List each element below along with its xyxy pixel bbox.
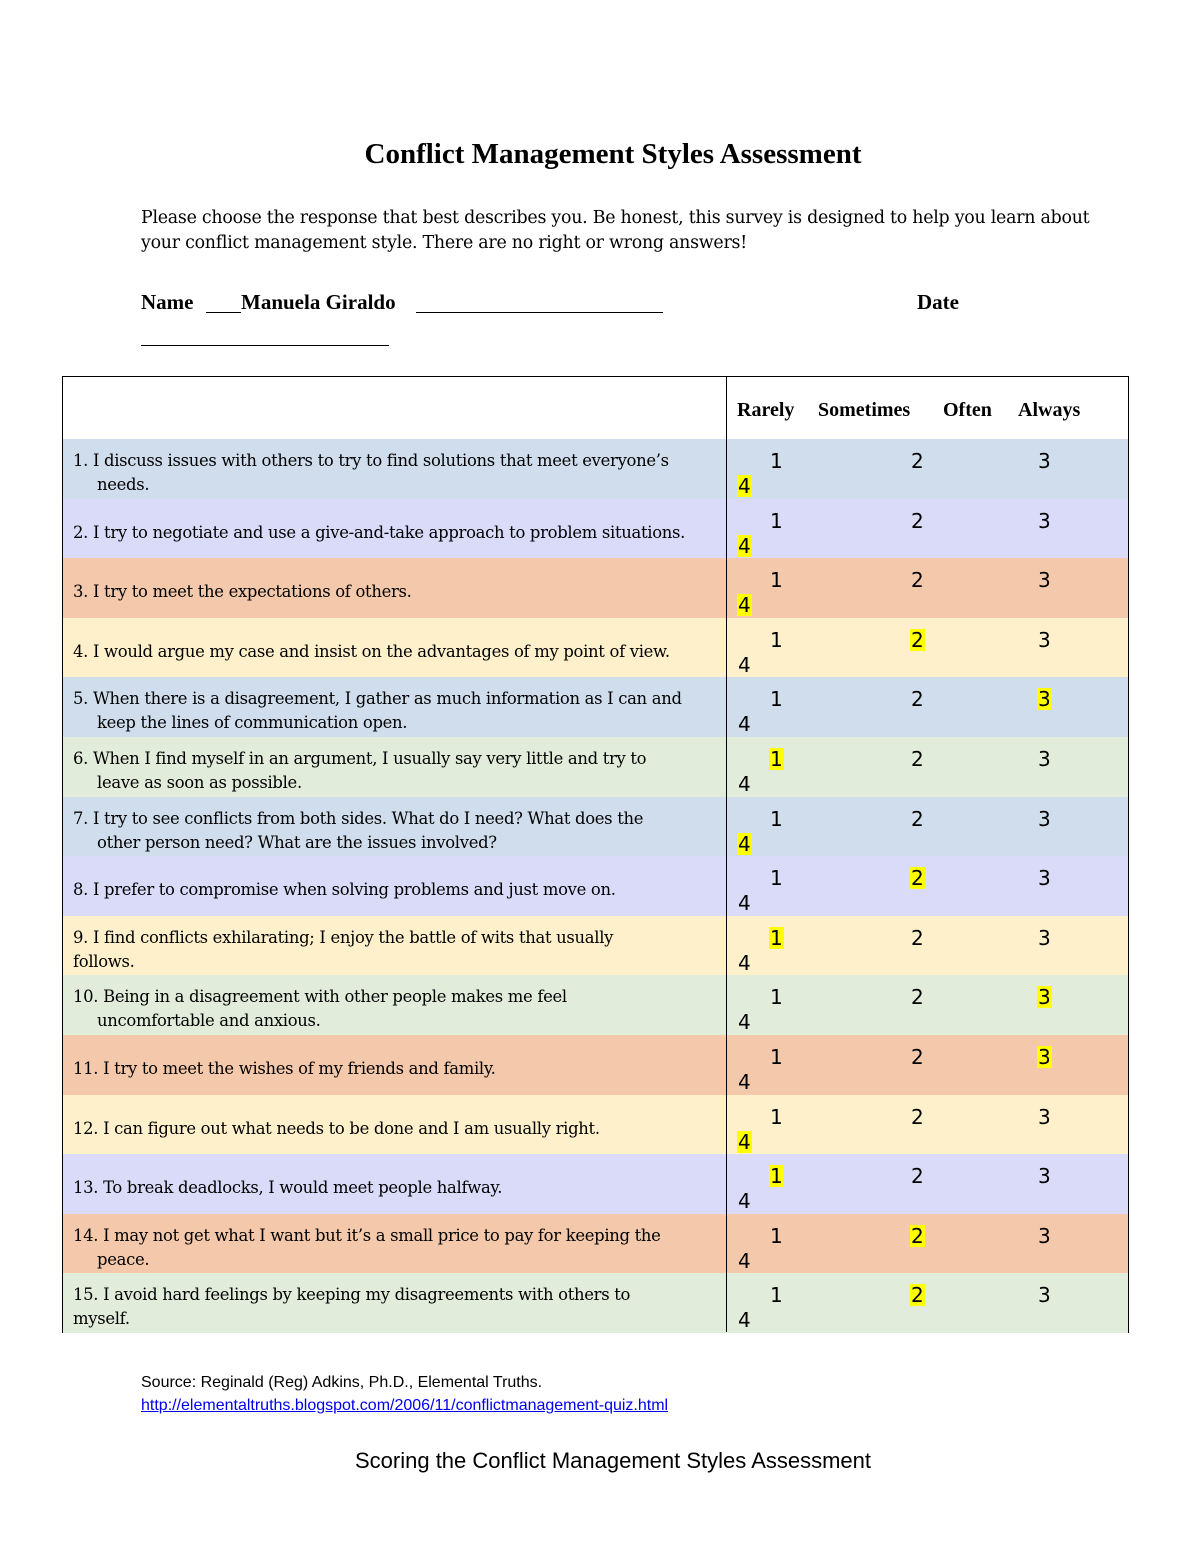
- table-row: [63, 677, 1128, 737]
- rating-option-3[interactable]: 3: [1038, 1283, 1051, 1308]
- rating-option-1[interactable]: 1: [770, 1223, 783, 1248]
- statement-line: 3. I try to meet the expectations of others.: [73, 582, 412, 602]
- rating-option-1[interactable]: 1: [770, 747, 783, 771]
- rating-option-1[interactable]: 1: [770, 687, 783, 712]
- table-row: [63, 499, 1128, 559]
- rating-option-1[interactable]: 1: [770, 985, 783, 1010]
- rating-option-1[interactable]: 1: [770, 806, 783, 831]
- statement-line: 13. To break deadlocks, I would meet people halfway.: [73, 1178, 503, 1198]
- survey-table: [62, 376, 1129, 1333]
- statement-text: [73, 985, 723, 1033]
- table-row: [63, 439, 1128, 499]
- table-row: [63, 975, 1128, 1035]
- date-label: Date: [917, 290, 959, 314]
- rating-option-2[interactable]: 2: [911, 806, 924, 831]
- instructions-text: Please choose the response that best describes you. Be honest, this survey is designed to help you learn about your conflict management style. There are no right or wrong answers!: [141, 208, 1090, 253]
- rating-option-3[interactable]: 3: [1038, 627, 1051, 652]
- source-citation: [141, 1371, 668, 1417]
- rating-option-1[interactable]: 1: [770, 1164, 783, 1189]
- statement-line-continued: peace.: [97, 1249, 150, 1269]
- table-row: [63, 1095, 1128, 1155]
- statement-text: [73, 521, 723, 545]
- table-row: [63, 916, 1128, 976]
- column-header-rarely: Rarely: [737, 399, 795, 421]
- statement-line: 1. I discuss issues with others to try to find solutions that meet everyone’s: [73, 451, 669, 470]
- rating-option-4[interactable]: 4: [738, 1189, 751, 1214]
- rating-option-4[interactable]: 4: [738, 1129, 751, 1154]
- table-row: [63, 797, 1128, 857]
- rating-option-4[interactable]: 4: [738, 1248, 751, 1273]
- rating-option-4[interactable]: 4: [738, 1308, 751, 1333]
- rating-option-4[interactable]: 4: [738, 772, 751, 796]
- rating-option-2[interactable]: 2: [911, 568, 924, 593]
- statement-text: [73, 747, 723, 795]
- rating-option-2[interactable]: 2: [911, 1104, 924, 1129]
- statement-text: [73, 687, 723, 735]
- statement-text: [73, 807, 723, 855]
- statement-line: 7. I try to see conflicts from both sides. What do I need? What does the: [73, 808, 644, 828]
- table-row: [63, 1035, 1128, 1095]
- rating-option-2[interactable]: 2: [911, 747, 924, 771]
- rating-option-3[interactable]: 3: [1038, 925, 1051, 950]
- statement-text: [73, 878, 723, 902]
- table-row: [63, 1273, 1128, 1333]
- rating-option-2[interactable]: 2: [911, 687, 924, 712]
- statement-line-continued: needs.: [97, 475, 150, 494]
- statement-text: [73, 580, 723, 604]
- statement-line: 14. I may not get what I want but it’s a small price to pay for keeping the: [73, 1225, 661, 1245]
- rating-option-3[interactable]: 3: [1038, 1045, 1051, 1069]
- statement-text: [73, 1117, 723, 1141]
- column-header-always: Always: [1018, 399, 1081, 421]
- statement-line: 11. I try to meet the wishes of my friends and family.: [73, 1059, 496, 1078]
- rating-option-3[interactable]: 3: [1038, 1104, 1051, 1129]
- rating-option-4[interactable]: 4: [738, 593, 751, 618]
- name-value: Manuela Giraldo: [241, 290, 396, 314]
- name-label: Name: [141, 290, 194, 314]
- rating-option-1[interactable]: 1: [770, 1283, 783, 1308]
- statement-line: 8. I prefer to compromise when solving problems and just move on.: [73, 880, 616, 900]
- rating-option-2[interactable]: 2: [911, 1164, 924, 1189]
- rating-option-3[interactable]: 3: [1038, 747, 1051, 771]
- column-divider: [726, 377, 727, 1332]
- rating-option-3[interactable]: 3: [1038, 806, 1051, 831]
- source-text: Source: Reginald (Reg) Adkins, Ph.D., Elemental Truths.: [141, 1374, 543, 1391]
- statement-line: 12. I can figure out what needs to be done and I am usually right.: [73, 1118, 600, 1138]
- statement-text: [73, 1283, 723, 1331]
- rating-option-3[interactable]: 3: [1038, 866, 1051, 891]
- rating-option-2[interactable]: 2: [911, 1283, 924, 1308]
- rating-option-1[interactable]: 1: [770, 925, 783, 950]
- rating-option-4[interactable]: 4: [738, 533, 751, 558]
- rating-option-3[interactable]: 3: [1038, 449, 1051, 473]
- table-header: [63, 377, 1128, 439]
- rating-option-4[interactable]: 4: [738, 474, 751, 498]
- statement-text: [73, 926, 723, 974]
- statement-line: 10. Being in a disagreement with other people makes me feel: [73, 987, 567, 1007]
- rating-option-3[interactable]: 3: [1038, 687, 1051, 712]
- rating-option-2[interactable]: 2: [911, 1223, 924, 1248]
- rating-option-2[interactable]: 2: [911, 866, 924, 891]
- rating-option-2[interactable]: 2: [911, 925, 924, 950]
- rating-option-1[interactable]: 1: [770, 866, 783, 891]
- rating-option-3[interactable]: 3: [1038, 1223, 1051, 1248]
- rating-option-4[interactable]: 4: [738, 1070, 751, 1094]
- statement-line-continued: other person need? What are the issues involved?: [97, 832, 497, 852]
- statement-line: 5. When there is a disagreement, I gather as much information as I can and: [73, 689, 682, 709]
- source-link[interactable]: http://elementaltruths.blogspot.com/2006/11/conflictmanagement-quiz.html: [141, 1397, 669, 1414]
- rating-option-4[interactable]: 4: [738, 652, 751, 677]
- rating-option-2[interactable]: 2: [911, 508, 924, 533]
- table-row: [63, 1214, 1128, 1274]
- rating-option-1[interactable]: 1: [770, 627, 783, 652]
- rating-option-4[interactable]: 4: [738, 712, 751, 737]
- statement-line: 2. I try to negotiate and use a give-and-take approach to problem situations.: [73, 522, 686, 542]
- rating-option-1[interactable]: 1: [770, 1104, 783, 1129]
- rating-option-4[interactable]: 4: [738, 1010, 751, 1035]
- statement-line-continued: leave as soon as possible.: [97, 773, 302, 792]
- rating-option-2[interactable]: 2: [911, 627, 924, 652]
- statement-text: [73, 1057, 723, 1081]
- rating-option-2[interactable]: 2: [911, 449, 924, 473]
- page-title: Conflict Management Styles Assessment: [364, 138, 862, 170]
- column-header-often: Often: [943, 399, 992, 421]
- rating-option-1[interactable]: 1: [770, 508, 783, 533]
- rating-option-1[interactable]: 1: [770, 449, 783, 473]
- statement-line: 4. I would argue my case and insist on the advantages of my point of view.: [73, 641, 670, 661]
- name-underline-right: [416, 312, 663, 313]
- column-header-sometimes: Sometimes: [818, 399, 911, 421]
- statement-line: 15. I avoid hard feelings by keeping my disagreements with others to: [73, 1285, 631, 1305]
- rating-option-3[interactable]: 3: [1038, 568, 1051, 593]
- statement-line-continued: follows.: [73, 951, 135, 971]
- scoring-heading: Scoring the Conflict Management Styles Assessment: [354, 1448, 872, 1473]
- rating-option-2[interactable]: 2: [911, 1045, 924, 1069]
- statement-line-continued: myself.: [73, 1309, 130, 1329]
- table-row: [63, 1154, 1128, 1214]
- statement-text: [73, 1224, 723, 1272]
- name-underline-left: [206, 312, 241, 313]
- name-date-row: [141, 290, 1041, 320]
- statement-line: 6. When I find myself in an argument, I usually say very little and try to: [73, 749, 647, 768]
- table-row: [63, 558, 1128, 618]
- rating-option-3[interactable]: 3: [1038, 985, 1051, 1010]
- table-row: [63, 618, 1128, 678]
- statement-line-continued: keep the lines of communication open.: [97, 713, 408, 733]
- table-row: [63, 737, 1128, 797]
- rating-option-1[interactable]: 1: [770, 1045, 783, 1069]
- rating-option-3[interactable]: 3: [1038, 508, 1051, 533]
- rating-option-2[interactable]: 2: [911, 985, 924, 1010]
- rating-option-1[interactable]: 1: [770, 568, 783, 593]
- statement-text: [73, 640, 723, 664]
- statement-text: [73, 1176, 723, 1200]
- statement-line: 9. I find conflicts exhilarating; I enjoy the battle of wits that usually: [73, 927, 614, 947]
- statement-text: [73, 449, 723, 497]
- rating-option-4[interactable]: 4: [738, 950, 751, 975]
- date-underline: [141, 345, 389, 346]
- rating-option-3[interactable]: 3: [1038, 1164, 1051, 1189]
- rating-option-4[interactable]: 4: [738, 831, 751, 856]
- table-row: [63, 856, 1128, 916]
- rating-option-4[interactable]: 4: [738, 891, 751, 916]
- statement-line-continued: uncomfortable and anxious.: [97, 1011, 321, 1031]
